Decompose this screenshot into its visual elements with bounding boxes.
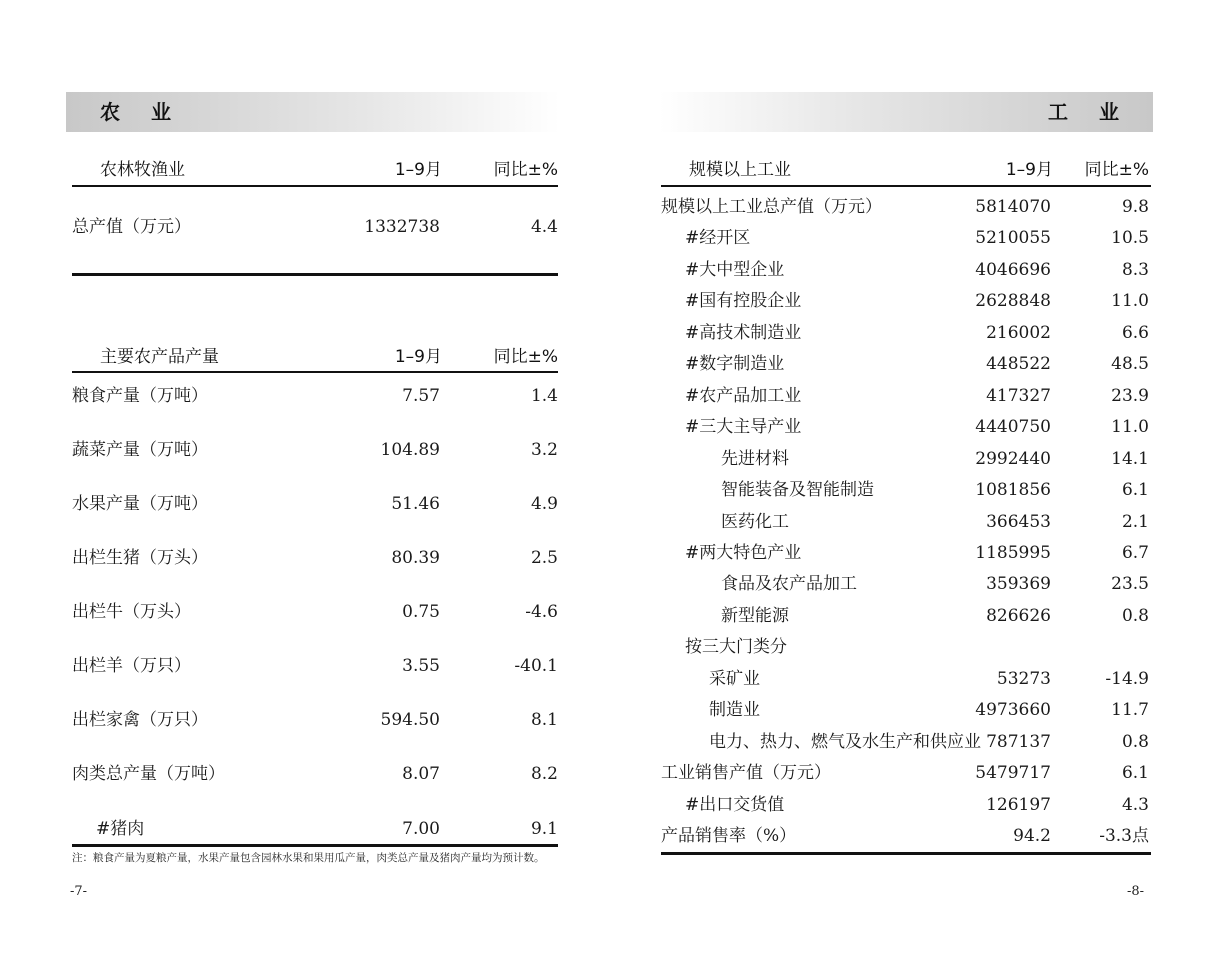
table-row bbox=[661, 822, 1151, 850]
row-change: 4.3 bbox=[1121, 794, 1149, 815]
agri-output-header-period: 1–9月 bbox=[394, 160, 442, 180]
row-change: 11.0 bbox=[1111, 291, 1149, 312]
row-value: 448522 bbox=[986, 354, 1051, 375]
row-change: 6.6 bbox=[1121, 322, 1149, 343]
row-change: 11.0 bbox=[1111, 417, 1149, 438]
row-label: 总产值（万元） bbox=[72, 217, 191, 237]
table-rule bbox=[661, 185, 1151, 187]
row-label: 蔬菜产量（万吨） bbox=[72, 440, 208, 460]
row-value: 1185995 bbox=[975, 542, 1051, 563]
row-value: 2992440 bbox=[975, 448, 1051, 469]
row-change: 11.7 bbox=[1111, 700, 1149, 721]
row-label: 出栏羊（万只） bbox=[72, 656, 191, 676]
table-row bbox=[661, 602, 1151, 630]
row-label: 智能装备及智能制造 bbox=[721, 480, 874, 501]
table-row bbox=[661, 256, 1151, 284]
table-rule bbox=[72, 185, 558, 187]
row-label: 先进材料 bbox=[721, 448, 789, 469]
row-change: 4.4 bbox=[530, 217, 558, 237]
row-value: 7.57 bbox=[402, 386, 440, 406]
industry-header-period: 1–9月 bbox=[1005, 160, 1053, 180]
row-value: 787137 bbox=[986, 731, 1051, 752]
table-row bbox=[72, 598, 560, 626]
table-row bbox=[72, 382, 560, 410]
row-label: 制造业 bbox=[709, 700, 760, 721]
row-change: 9.8 bbox=[1121, 197, 1149, 217]
page-number: -7- bbox=[70, 884, 88, 899]
row-value: 5210055 bbox=[975, 228, 1051, 249]
row-label: #猪肉 bbox=[96, 819, 145, 839]
row-value: 5814070 bbox=[975, 197, 1051, 217]
row-change: 6.7 bbox=[1121, 542, 1149, 563]
row-label: 按三大门类分 bbox=[685, 637, 787, 658]
row-change: 8.3 bbox=[1121, 259, 1149, 280]
table-row bbox=[661, 570, 1151, 598]
row-label: 出栏家禽（万只） bbox=[72, 710, 208, 730]
row-change: 8.2 bbox=[530, 764, 558, 784]
row-change: 0.8 bbox=[1121, 605, 1149, 626]
row-change: -14.9 bbox=[1105, 668, 1149, 689]
table-row bbox=[72, 436, 560, 464]
table-row bbox=[661, 539, 1151, 567]
row-value: 7.00 bbox=[402, 819, 440, 839]
row-label: #大中型企业 bbox=[685, 259, 785, 280]
row-change: 10.5 bbox=[1111, 228, 1149, 249]
row-label: 产品销售率（%） bbox=[661, 826, 797, 846]
table-row bbox=[661, 696, 1151, 724]
agri-products-header-change: 同比±% bbox=[493, 347, 558, 367]
table-row bbox=[72, 490, 560, 518]
table-row bbox=[72, 706, 560, 734]
table-row bbox=[72, 815, 560, 843]
row-value: 1332738 bbox=[364, 217, 440, 237]
row-label: 规模以上工业总产值（万元） bbox=[661, 197, 882, 217]
row-change: -4.6 bbox=[525, 602, 558, 622]
agri-output-table-header bbox=[72, 157, 560, 183]
row-change: 6.1 bbox=[1121, 480, 1149, 501]
footnote: 注：粮食产量为夏粮产量，水果产量包含园林水果和果用瓜产量，肉类总产量及猪肉产量均为预计数。 bbox=[72, 852, 545, 864]
industry-section-header bbox=[659, 92, 1153, 132]
row-value: 3.55 bbox=[402, 656, 440, 676]
table-row bbox=[72, 652, 560, 680]
table-row bbox=[661, 382, 1151, 410]
row-change: 9.1 bbox=[530, 819, 558, 839]
row-value: 51.46 bbox=[391, 494, 440, 514]
row-label: 新型能源 bbox=[721, 605, 789, 626]
table-row bbox=[661, 728, 1151, 756]
industry-header-change: 同比±% bbox=[1084, 160, 1149, 180]
row-value: 359369 bbox=[986, 574, 1051, 595]
row-change: 0.8 bbox=[1121, 731, 1149, 752]
row-change: 4.9 bbox=[530, 494, 558, 514]
row-label: 医药化工 bbox=[721, 511, 789, 532]
row-label: #数字制造业 bbox=[685, 354, 785, 375]
table-row bbox=[661, 350, 1151, 378]
row-label: #三大主导产业 bbox=[685, 417, 802, 438]
row-value: 5479717 bbox=[975, 763, 1051, 784]
row-label: 出栏生猪（万头） bbox=[72, 548, 208, 568]
row-change: 8.1 bbox=[530, 710, 558, 730]
agri-output-header-label: 农林牧渔业 bbox=[100, 160, 185, 180]
table-row bbox=[661, 633, 1151, 661]
agri-output-header-change: 同比±% bbox=[493, 160, 558, 180]
row-value: 8.07 bbox=[402, 764, 440, 784]
right-page bbox=[609, 0, 1218, 977]
table-row bbox=[661, 193, 1151, 221]
table-rule bbox=[72, 371, 558, 373]
row-value: 126197 bbox=[986, 794, 1051, 815]
row-change: -40.1 bbox=[514, 656, 558, 676]
row-value: 104.89 bbox=[380, 440, 440, 460]
row-change: 1.4 bbox=[530, 386, 558, 406]
agriculture-section-title: 农 业 bbox=[100, 100, 183, 124]
row-value: 1081856 bbox=[975, 480, 1051, 501]
agri-products-header-label: 主要农产品产量 bbox=[100, 347, 219, 367]
row-value: 826626 bbox=[986, 605, 1051, 626]
table-row bbox=[661, 287, 1151, 315]
table-row bbox=[72, 544, 560, 572]
table-row bbox=[661, 508, 1151, 536]
table-row bbox=[661, 319, 1151, 347]
row-label: 工业销售产值（万元） bbox=[661, 763, 831, 784]
row-label: #农产品加工业 bbox=[685, 385, 802, 406]
row-change: 23.5 bbox=[1111, 574, 1149, 595]
row-change: 6.1 bbox=[1121, 763, 1149, 784]
table-rule bbox=[72, 273, 558, 276]
row-label: 水果产量（万吨） bbox=[72, 494, 208, 514]
row-change: 2.5 bbox=[530, 548, 558, 568]
row-change: 2.1 bbox=[1121, 511, 1149, 532]
agri-products-header-period: 1–9月 bbox=[394, 347, 442, 367]
industry-header-label: 规模以上工业 bbox=[689, 160, 791, 180]
row-value: 94.2 bbox=[1013, 826, 1051, 846]
row-value: 0.75 bbox=[402, 602, 440, 622]
row-label: #两大特色产业 bbox=[685, 542, 802, 563]
row-value: 2628848 bbox=[975, 291, 1051, 312]
row-value: 594.50 bbox=[380, 710, 440, 730]
row-value: 366453 bbox=[986, 511, 1051, 532]
row-value: 216002 bbox=[986, 322, 1051, 343]
table-row bbox=[72, 760, 560, 788]
table-rule bbox=[72, 844, 558, 847]
row-label: 肉类总产量（万吨） bbox=[72, 764, 225, 784]
row-label: #经开区 bbox=[685, 228, 751, 249]
table-row bbox=[661, 665, 1151, 693]
row-label: #高技术制造业 bbox=[685, 322, 802, 343]
row-label: 出栏牛（万头） bbox=[72, 602, 191, 622]
row-value: 4440750 bbox=[975, 417, 1051, 438]
row-change: 3.2 bbox=[530, 440, 558, 460]
table-row bbox=[661, 476, 1151, 504]
table-row bbox=[661, 224, 1151, 252]
table-rule bbox=[661, 852, 1151, 855]
row-value: 53273 bbox=[996, 668, 1051, 689]
table-row bbox=[661, 445, 1151, 473]
row-label: 电力、热力、燃气及水生产和供应业 bbox=[709, 731, 981, 752]
row-value: 4973660 bbox=[975, 700, 1051, 721]
row-value: 80.39 bbox=[391, 548, 440, 568]
row-change: 14.1 bbox=[1111, 448, 1149, 469]
row-value: 4046696 bbox=[975, 259, 1051, 280]
table-row bbox=[661, 413, 1151, 441]
table-row bbox=[72, 213, 560, 241]
row-label: #出口交货值 bbox=[685, 794, 785, 815]
row-change: 23.9 bbox=[1111, 385, 1149, 406]
table-row bbox=[661, 791, 1151, 819]
industry-table-header bbox=[661, 157, 1151, 183]
row-label: 采矿业 bbox=[709, 668, 760, 689]
agriculture-section-header bbox=[66, 92, 560, 132]
agri-products-table-header bbox=[72, 344, 560, 370]
industry-section-title: 工 业 bbox=[1048, 100, 1131, 124]
row-label: 食品及农产品加工 bbox=[721, 574, 857, 595]
table-row bbox=[661, 759, 1151, 787]
row-change: 48.5 bbox=[1111, 354, 1149, 375]
row-change: -3.3点 bbox=[1099, 826, 1149, 846]
row-label: #国有控股企业 bbox=[685, 291, 802, 312]
page-number: -8- bbox=[1127, 884, 1145, 899]
row-label: 粮食产量（万吨） bbox=[72, 386, 208, 406]
row-value: 417327 bbox=[986, 385, 1051, 406]
